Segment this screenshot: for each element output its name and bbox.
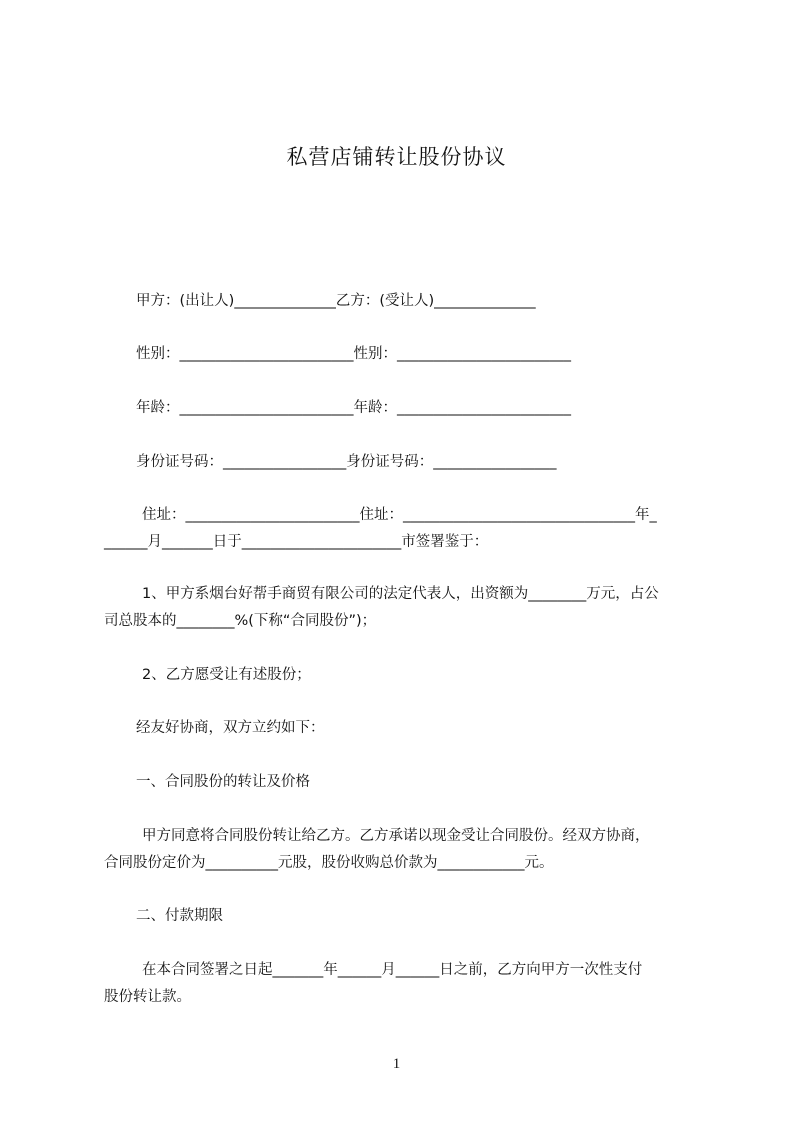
party-names-line: 甲方：(出让人)______________乙方：(受让人)______________ — [136, 293, 536, 309]
section-2-para-line-1: 在本合同签署之日起_______年______月______日之前，乙方向甲方一次性支付 — [142, 962, 643, 978]
section-2-heading: 二、付款期限 — [136, 908, 223, 924]
recital-1-line-1: 1、甲方系烟台好帮手商贸有限公司的法定代表人，出资额为________万元，占公 — [142, 586, 659, 602]
recital-2: 2、乙方愿受让有述股份； — [142, 667, 311, 683]
agreement-intro: 经友好协商，双方立约如下： — [136, 720, 325, 736]
gender-line: 性别：________________________性别：________________________ — [136, 346, 571, 362]
section-2-para-line-2: 股份转让款。 — [104, 989, 191, 1005]
address-line: 住址：________________________住址：________________________________年_ — [142, 507, 657, 523]
recital-1-line-2: 司总股本的________%(下称“合同股份”)； — [104, 613, 377, 629]
section-1-para-line-2: 合同股份定价为__________元股，股份收购总价款为____________元。 — [104, 855, 554, 871]
section-1-para-line-1: 甲方同意将合同股份转让给乙方。乙方承诺以现金受让合同股份。经双方协商， — [142, 828, 650, 844]
age-line: 年龄：________________________年龄：________________________ — [136, 400, 571, 416]
section-1-heading: 一、合同股份的转让及价格 — [136, 774, 310, 790]
page-number: 1 — [392, 1056, 401, 1072]
id-number-line: 身份证号码：_________________身份证号码：_________________ — [136, 454, 557, 470]
document-title: 私营店铺转让股份协议 — [286, 145, 507, 169]
signing-date-line: ______月_______日于______________________市签署鉴于： — [104, 534, 489, 550]
